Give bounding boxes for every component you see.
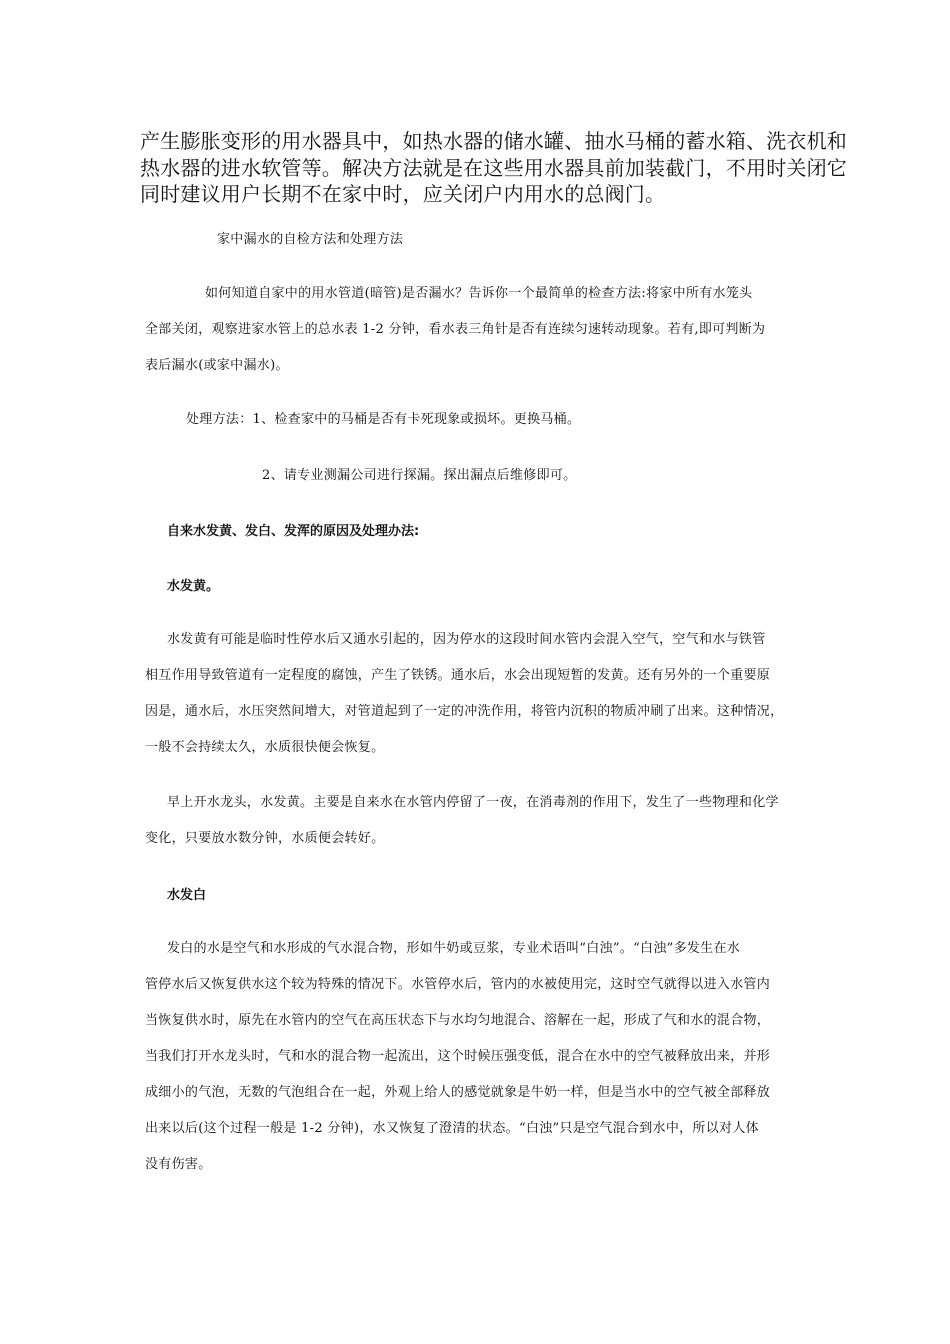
intro-line: 热水器的进水软管等。解决方法就是在这些用水器具前加装截门，不用时关闭它 <box>140 156 847 180</box>
yellow-heading: 水发黄。 <box>167 579 220 594</box>
yellow-para2-line: 早上开水龙头，水发黄。主要是自来水在水管内停留了一夜，在消毒剂的作用下，发生了一些物理和化学 <box>167 795 779 810</box>
white-para-line: 出来以后(这个过程一般是 1-2 分钟)，水又恢复了澄清的状态。“白浊”只是空气混合到水中，所以对人体 <box>145 1121 759 1136</box>
white-para-line: 管停水后又恢复供水这个较为特殊的情况下。水管停水后，管内的水被使用完，这时空气就得以进入水管内 <box>145 977 771 992</box>
white-para-line: 当恢复供水时，原先在水管内的空气在高压状态下与水均匀地混合、溶解在一起，形成了气和水的混合物， <box>145 1013 771 1028</box>
leak-para-line: 表后漏水(或家中漏水)。 <box>145 358 289 373</box>
leak-para-line: 如何知道自家中的用水管道(暗管)是否漏水？告诉你一个最简单的检查方法:将家中所有水笼头 <box>205 286 753 301</box>
white-para-line: 没有伤害。 <box>145 1157 212 1172</box>
intro-line: 同时建议用户长期不在家中时，应关闭户内用水的总阀门。 <box>140 182 666 206</box>
leak-section-title: 家中漏水的自检方法和处理方法 <box>217 232 404 247</box>
white-para-line: 成细小的气泡，无数的气泡组合在一起，外观上给人的感觉就象是牛奶一样，但是当水中的空气被全部释放 <box>145 1085 771 1100</box>
yellow-para-line: 因是，通水后，水压突然间增大，对管道起到了一定的冲洗作用，将管内沉积的物质冲刷了出来。这种情况， <box>145 704 784 719</box>
yellow-para2-line: 变化，只要放水数分钟，水质便会转好。 <box>145 831 385 846</box>
white-heading: 水发白 <box>167 888 207 903</box>
intro-line: 产生膨胀变形的用水器具中，如热水器的储水罐、抽水马桶的蓄水箱、洗衣机和 <box>140 129 847 153</box>
white-para-line: 发白的水是空气和水形成的气水混合物，形如牛奶或豆浆，专业术语叫“白浊”。“白浊”多发生在水 <box>167 941 741 956</box>
white-para-line: 当我们打开水龙头时，气和水的混合物一起流出，这个时候压强变低，混合在水中的空气被释放出来，并形 <box>145 1049 771 1064</box>
yellow-para-line: 水发黄有可能是临时性停水后又通水引起的，因为停水的这段时间水管内会混入空气，空气和水与铁管 <box>167 632 766 647</box>
leak-para-line: 全部关闭，观察进家水管上的总水表 1-2 分钟，看水表三角针是否有连续匀速转动现象。若有,即可判断为 <box>145 322 766 337</box>
water-section-heading: 自来水发黄、发白、发浑的原因及处理办法: <box>167 524 420 539</box>
yellow-para-line: 一般不会持续太久，水质很快便会恢复。 <box>145 740 385 755</box>
yellow-para-line: 相互作用导致管道有一定程度的腐蚀，产生了铁锈。通水后，水会出现短暂的发黄。还有另外的一个重要原 <box>145 668 771 683</box>
leak-method-1: 处理方法：1、检查家中的马桶是否有卡死现象或损坏。更换马桶。 <box>186 412 581 427</box>
leak-method-2: 2、请专业测漏公司进行探漏。探出漏点后维修即可。 <box>262 468 577 483</box>
